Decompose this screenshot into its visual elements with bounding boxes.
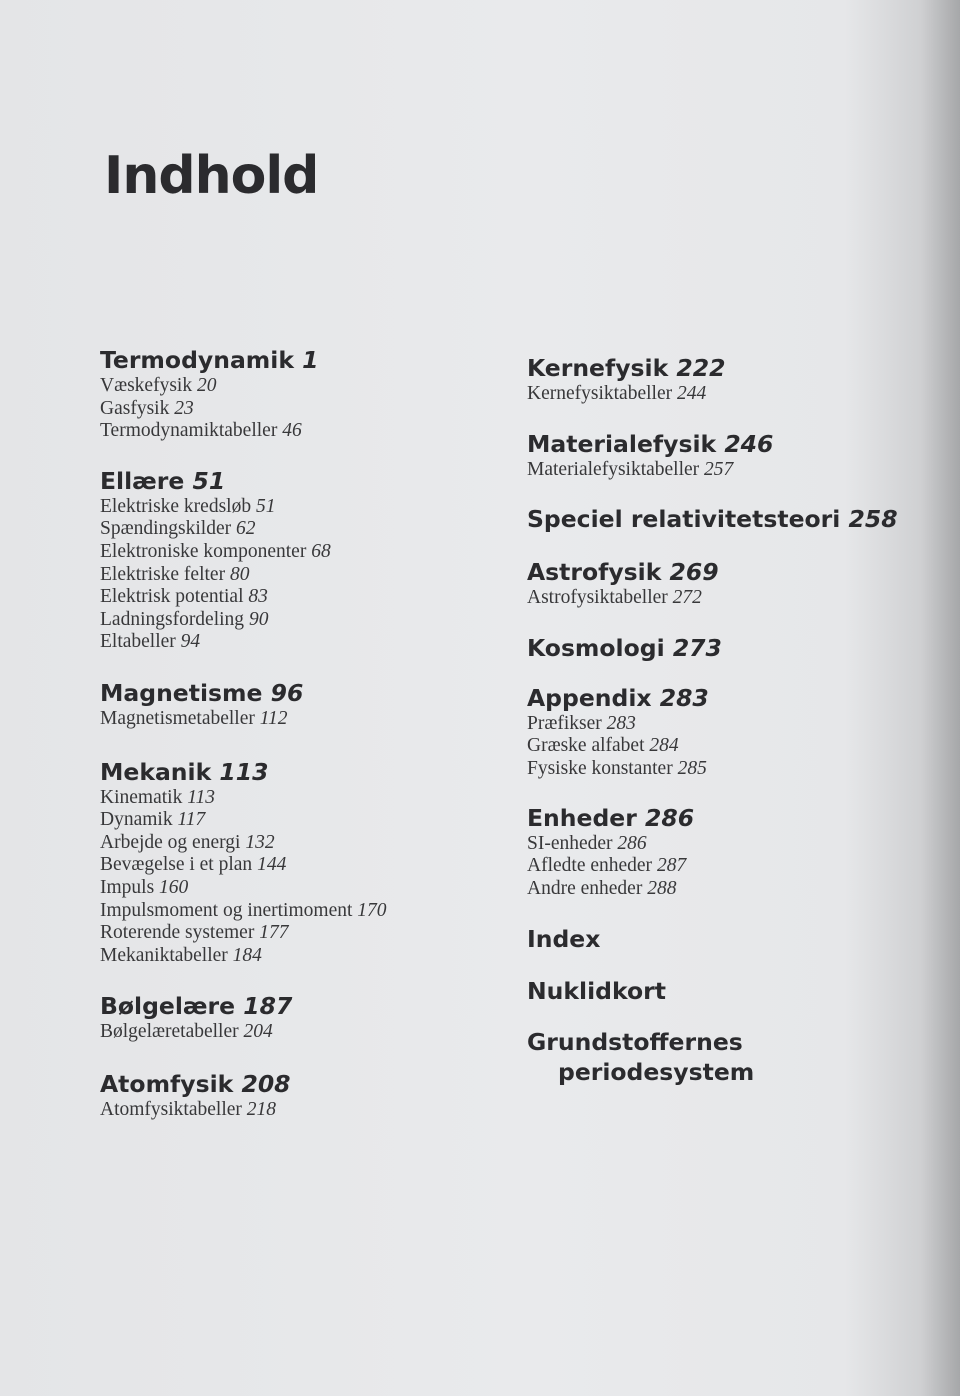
section-heading: [527, 633, 927, 663]
toc-section: [100, 991, 510, 1044]
section-page-number: 96: [270, 678, 304, 707]
toc-entry: [100, 420, 510, 443]
entry-page-number: 288: [647, 877, 677, 899]
toc-section: [527, 803, 927, 901]
toc-entry: [527, 587, 927, 610]
toc-entry: [100, 375, 510, 398]
entry-label: SI-enheder: [527, 832, 613, 854]
section-heading: [100, 466, 510, 496]
entry-page-number: 23: [174, 397, 194, 419]
toc-section: [527, 504, 927, 534]
section-title: Index: [527, 925, 601, 954]
section-heading: [100, 678, 510, 708]
section-page-number: 51: [192, 466, 226, 495]
entry-label: Græske alfabet: [527, 735, 645, 757]
page-title: Indhold: [104, 146, 319, 206]
section-page-number: 283: [659, 683, 709, 712]
section-title: Kernefysik: [527, 354, 669, 382]
section-heading: [100, 991, 510, 1021]
section-heading: [527, 429, 927, 459]
section-heading: [100, 757, 510, 787]
toc-right-column: [527, 345, 927, 1087]
toc-entry: [527, 878, 927, 901]
entry-page-number: 286: [617, 832, 647, 854]
entry-page-number: 83: [248, 586, 268, 608]
toc-section: [527, 1027, 927, 1087]
section-entries: [100, 1099, 510, 1122]
entry-page-number: 20: [196, 375, 217, 396]
section-heading: [527, 353, 927, 383]
toc-entry: [100, 877, 510, 900]
entry-page-number: 117: [177, 809, 206, 831]
entry-page-number: 51: [255, 495, 276, 517]
entry-page-number: 284: [649, 735, 679, 757]
entry-label: Elektrisk potential: [100, 586, 244, 608]
entry-page-number: 272: [672, 587, 702, 609]
section-title: Magnetisme: [100, 678, 263, 707]
toc-section: [527, 429, 927, 482]
toc-section: [100, 757, 510, 968]
toc-entry: [100, 564, 510, 587]
section-entries: [527, 713, 927, 781]
section-title: Mekanik: [100, 757, 212, 786]
section-page-number: 286: [645, 803, 695, 832]
section-heading: [100, 1069, 510, 1099]
entry-page-number: 68: [311, 540, 331, 562]
entry-page-number: 244: [676, 383, 707, 404]
section-heading: [527, 504, 927, 534]
entry-page-number: 285: [677, 757, 707, 779]
entry-label: Spændingskilder: [100, 518, 232, 540]
entry-label: Elektriske felter: [100, 563, 226, 585]
section-page-number: 258: [848, 505, 898, 534]
section-heading: [527, 683, 927, 713]
entry-label: Præfikser: [527, 712, 602, 734]
toc-entry: [100, 945, 510, 968]
entry-page-number: 132: [245, 831, 275, 853]
entry-page-number: 112: [259, 707, 288, 729]
section-heading: [527, 924, 927, 954]
toc-section: [100, 345, 510, 443]
section-title-line2: periodesystem: [558, 1058, 755, 1087]
section-entries: [100, 375, 510, 443]
section-entries: [527, 833, 927, 901]
section-page-number: 208: [241, 1069, 291, 1098]
section-title: Speciel relativitetsteori: [527, 505, 841, 534]
entry-label: Fysiske konstanter: [527, 757, 673, 779]
toc-entry: [100, 1021, 510, 1044]
entry-label: Elektriske kredsløb: [100, 495, 252, 517]
toc-entry: [100, 398, 510, 421]
toc-entry: [100, 1099, 510, 1122]
entry-label: Kinematik: [100, 786, 183, 808]
toc-section: [100, 466, 510, 654]
toc-entry: [100, 708, 510, 731]
section-title: Ellære: [100, 466, 185, 495]
section-page-number: 187: [243, 992, 293, 1021]
toc-entry: [100, 496, 510, 519]
section-title: Kosmologi: [527, 633, 665, 662]
entry-label: Impuls: [100, 876, 155, 898]
toc-entry: [100, 854, 510, 877]
entry-label: Bevægelse i et plan: [100, 854, 253, 876]
toc-entry: [100, 518, 510, 541]
section-entries: [527, 459, 927, 482]
toc-entry: [100, 787, 510, 810]
toc-entry: [527, 833, 927, 856]
toc-entry: [100, 631, 510, 654]
entry-label: Eltabeller: [100, 631, 176, 653]
toc-section: [527, 557, 927, 610]
entry-label: Gasfysik: [100, 397, 170, 419]
section-page-number: 113: [219, 757, 269, 786]
entry-label: Impulsmoment og inertimoment: [100, 899, 353, 921]
toc-section: [527, 976, 927, 1006]
entry-label: Astrofysiktabeller: [527, 587, 668, 609]
entry-page-number: 94: [180, 631, 201, 653]
toc-entry: [100, 832, 510, 855]
entry-page-number: 287: [656, 855, 687, 877]
entry-page-number: 184: [232, 944, 262, 966]
entry-label: Andre enheder: [527, 877, 643, 899]
toc-entry: [527, 459, 927, 482]
section-title: Bølgelære: [100, 992, 236, 1021]
section-heading: [527, 1027, 927, 1057]
toc-entry: [100, 609, 510, 632]
entry-page-number: 46: [282, 420, 302, 442]
entry-label: Ladningsfordeling: [100, 608, 245, 630]
entry-label: Kernefysiktabeller: [527, 383, 673, 404]
entry-label: Afledte enheder: [527, 855, 653, 877]
toc-left-column: [100, 345, 510, 1121]
toc-entry: [527, 713, 927, 736]
section-title: Nuklidkort: [527, 977, 666, 1006]
entry-label: Arbejde og energi: [100, 831, 241, 853]
toc-entry: [100, 541, 510, 564]
toc-entry: [527, 383, 927, 406]
entry-page-number: 283: [606, 712, 636, 734]
entry-page-number: 204: [243, 1021, 273, 1043]
toc-section: [527, 353, 927, 406]
toc-section: [100, 678, 510, 731]
section-title: Atomfysik: [100, 1069, 234, 1098]
toc-entry: [527, 735, 927, 758]
toc-section: [527, 924, 927, 954]
toc-section: [527, 683, 927, 781]
section-entries: [527, 587, 927, 610]
entry-page-number: 257: [704, 458, 734, 480]
entry-label: Væskefysik: [100, 375, 193, 396]
entry-label: Bølgelæretabeller: [100, 1021, 239, 1043]
toc-section: [527, 633, 927, 663]
section-title: Materialefysik: [527, 429, 717, 458]
entry-label: Materialefysiktabeller: [527, 458, 700, 480]
entry-page-number: 113: [187, 786, 216, 808]
section-title: Appendix: [527, 683, 652, 712]
section-heading: [527, 557, 927, 587]
toc-entry: [527, 855, 927, 878]
entry-label: Roterende systemer: [100, 922, 255, 944]
section-entries: [100, 708, 510, 731]
section-heading: [527, 803, 927, 833]
section-entries: [100, 787, 510, 968]
section-title: Grundstoffernes: [527, 1028, 743, 1057]
toc-entry: [527, 758, 927, 781]
toc-section: [100, 1069, 510, 1122]
section-entries: [527, 383, 927, 406]
section-heading: [100, 345, 510, 375]
entry-page-number: 170: [357, 899, 387, 921]
section-entries: [100, 1021, 510, 1044]
section-page-number: 1: [302, 346, 319, 374]
entry-label: Termodynamiktabeller: [100, 420, 278, 442]
section-page-number: 246: [724, 429, 774, 458]
toc-entry: [100, 900, 510, 923]
section-title: Enheder: [527, 803, 637, 832]
entry-page-number: 218: [246, 1098, 277, 1120]
section-page-number: 222: [676, 354, 726, 382]
entry-label: Dynamik: [100, 809, 173, 831]
section-entries: [100, 496, 510, 654]
entry-page-number: 90: [248, 608, 269, 630]
entry-page-number: 160: [159, 876, 189, 898]
entry-page-number: 80: [229, 563, 250, 585]
entry-label: Atomfysiktabeller: [100, 1098, 242, 1120]
entry-page-number: 62: [235, 518, 256, 540]
entry-label: Magnetismetabeller: [100, 707, 255, 729]
toc-entry: [100, 809, 510, 832]
entry-page-number: 144: [257, 854, 287, 876]
section-title: Termodynamik: [100, 346, 294, 374]
entry-page-number: 177: [259, 922, 289, 944]
section-page-number: 273: [672, 633, 722, 662]
entry-label: Mekaniktabeller: [100, 944, 228, 966]
toc-entry: [100, 586, 510, 609]
section-title: Astrofysik: [527, 558, 662, 587]
section-page-number: 269: [669, 558, 719, 587]
section-heading: [527, 976, 927, 1006]
entry-label: Elektroniske komponenter: [100, 540, 307, 562]
toc-entry: [100, 922, 510, 945]
